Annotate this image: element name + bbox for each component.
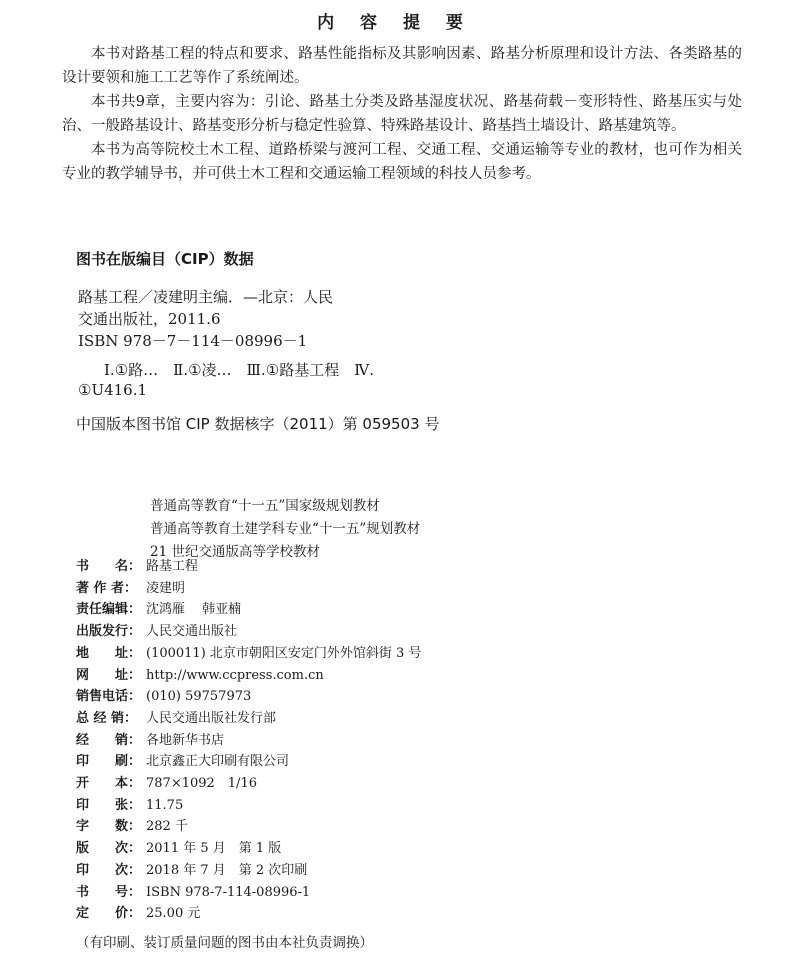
colophon-value: 2011 年 5 月 第 1 版	[146, 841, 282, 857]
colophon-label: 著 作 者：	[76, 580, 138, 596]
colophon-value: 路基工程	[146, 559, 199, 574]
colophon-value: 787×1092 1/16	[146, 776, 257, 791]
colophon-value: (100011) 北京市朝阳区安定门外外馆斜街 3 号	[146, 645, 422, 661]
colophon-label: 定 价：	[76, 906, 142, 922]
colophon-value: 2018 年 7 月 第 2 次印刷	[146, 862, 308, 878]
colophon-label: 总 经 销：	[76, 710, 138, 726]
colophon-row	[76, 665, 324, 687]
cip-line: 交通出版社，2011.6	[78, 310, 221, 328]
cip-line: Ⅰ.①路… Ⅱ.①凌… Ⅲ.①路基工程 Ⅳ.	[104, 361, 374, 379]
colophon-label: 书 名：	[76, 559, 142, 574]
colophon-row	[76, 795, 183, 817]
series-line: 21 世纪交通版高等学校教材	[150, 544, 320, 560]
colophon-value: 282 千	[146, 819, 188, 835]
colophon-value: 人民交通出版社发行部	[146, 710, 277, 726]
series-line: 普通高等教育土建学科专业“十一五”规划教材	[150, 521, 421, 537]
colophon-label: 印 次：	[76, 862, 142, 878]
cip-heading: 图书在版编目（CIP）数据	[76, 250, 254, 268]
colophon-label: 网 址：	[76, 667, 142, 683]
quality-note: （有印刷、装订质量问题的图书由本社负责调换）	[76, 935, 373, 951]
colophon-value: 11.75	[146, 797, 184, 813]
colophon-value: ISBN 978-7-114-08996-1	[146, 884, 311, 900]
colophon-row-price	[76, 903, 200, 925]
colophon-value: 北京鑫正大印刷有限公司	[146, 754, 290, 770]
colophon-value: 凌建明	[146, 580, 186, 596]
colophon-row	[76, 599, 241, 621]
colophon-row	[76, 621, 237, 643]
colophon-label: 版 次：	[76, 841, 142, 857]
summary-paragraph: 本书共9章，主要内容为：引论、路基土分类及路基湿度状况、路基荷载－变形特性、路基压实与处治、一般路基设计、路基变形分析与稳定性验算、特殊路基设计、路基挡土墙设计、路基建筑等。	[62, 94, 742, 134]
cip-line: ①U416.1	[78, 381, 148, 399]
summary-paragraph: 本书对路基工程的特点和要求、路基性能指标及其影响因素、路基分析原理和设计方法、各类路基的设计要领和施工工艺等作了系统阐述。	[62, 46, 742, 86]
colophon-label: 销售电话：	[76, 689, 142, 705]
colophon-value: (010) 59757973	[146, 689, 252, 705]
colophon-label: 地 址：	[76, 645, 142, 661]
summary-paragraph: 本书为高等院校土木工程、道路桥梁与渡河工程、交通工程、交通运输等专业的教材，也可作为相关专业的教学辅导书，并可供土木工程和交通运输工程领域的科技人员参考。	[62, 142, 742, 182]
colophon-value: 25.00 元	[146, 906, 201, 922]
colophon-row	[76, 578, 185, 600]
colophon-row	[76, 860, 307, 882]
colophon-label: 印 刷：	[76, 754, 142, 770]
summary-title: 内 容 提 要	[317, 13, 473, 33]
colophon-row	[76, 773, 257, 795]
colophon-row	[76, 838, 281, 860]
cip-line: 路基工程／凌建明主编．—北京：人民	[78, 288, 334, 306]
colophon-row	[76, 751, 289, 773]
series-line: 普通高等教育“十一五”国家级规划教材	[150, 498, 380, 514]
colophon-value: 各地新华书店	[146, 732, 225, 748]
colophon-row	[76, 708, 276, 730]
colophon-label: 印 张：	[76, 797, 142, 813]
colophon-label: 字 数：	[76, 819, 142, 835]
colophon-row	[76, 882, 310, 904]
cip-record-number: 中国版本图书馆 CIP 数据核字（2011）第 059503 号	[76, 415, 440, 433]
colophon-value: 人民交通出版社	[146, 624, 238, 640]
colophon-label: 书 号：	[76, 884, 142, 900]
colophon-value: 沈鸿雁 韩亚楠	[146, 602, 242, 618]
colophon-label: 开 本：	[76, 776, 142, 791]
colophon-value: http://www.ccpress.com.cn	[146, 667, 324, 683]
colophon-row	[76, 730, 224, 752]
colophon-row	[76, 643, 421, 665]
colophon-row	[76, 816, 188, 838]
colophon-label: 责任编辑：	[76, 602, 142, 618]
colophon-label: 经 销：	[76, 732, 142, 748]
colophon-row	[76, 686, 251, 708]
colophon-label: 出版发行：	[76, 624, 142, 640]
cip-line: ISBN 978－7－114－08996－1	[78, 332, 308, 350]
colophon-row	[76, 556, 198, 578]
